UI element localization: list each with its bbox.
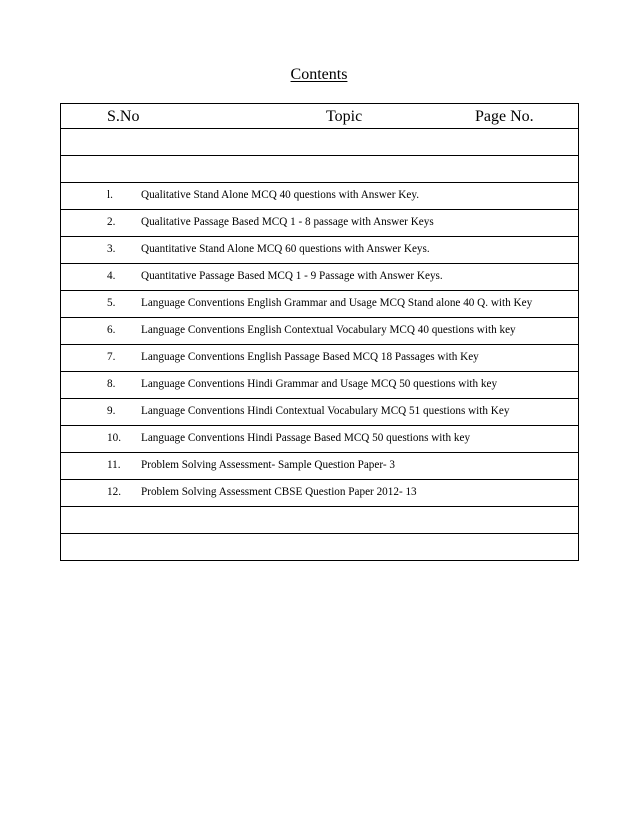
column-header-sno: S.No <box>107 108 140 125</box>
column-header-topic: Topic <box>326 108 363 125</box>
table-row <box>61 264 578 291</box>
row-number: l. <box>107 189 113 201</box>
row-topic: Quantitative Passage Based MCQ 1 - 9 Passage with Answer Keys. <box>141 270 443 282</box>
row-number: 6. <box>107 324 116 336</box>
table-row <box>61 237 578 264</box>
contents-table <box>60 103 579 561</box>
row-number: 10. <box>107 432 121 444</box>
row-number: 5. <box>107 297 116 309</box>
table-row <box>61 291 578 318</box>
row-topic: Problem Solving Assessment CBSE Question Paper 2012- 13 <box>141 486 417 498</box>
table-row <box>61 372 578 399</box>
row-number: 7. <box>107 351 116 363</box>
row-number: 12. <box>107 486 121 498</box>
table-header <box>61 104 578 129</box>
table-row <box>61 453 578 480</box>
table-row <box>61 129 578 156</box>
table-row <box>61 507 578 534</box>
row-number: 11. <box>107 459 121 471</box>
row-number: 4. <box>107 270 116 282</box>
row-topic: Problem Solving Assessment- Sample Question Paper- 3 <box>141 459 395 471</box>
table-row <box>61 534 578 560</box>
row-number: 8. <box>107 378 116 390</box>
row-topic: Language Conventions Hindi Passage Based MCQ 50 questions with key <box>141 432 471 444</box>
row-topic: Language Conventions English Grammar and Usage MCQ Stand alone 40 Q. with Key <box>141 297 533 309</box>
row-topic: Qualitative Stand Alone MCQ 40 questions with Answer Key. <box>141 189 420 201</box>
row-topic: Language Conventions Hindi Grammar and Usage MCQ 50 questions with key <box>141 378 498 390</box>
page-title: Contents <box>290 66 348 83</box>
table-row <box>61 426 578 453</box>
row-number: 3. <box>107 243 116 255</box>
table-row <box>61 210 578 237</box>
row-topic: Qualitative Passage Based MCQ 1 - 8 passage with Answer Keys <box>141 216 434 228</box>
table-row <box>61 399 578 426</box>
row-topic: Language Conventions English Passage Based MCQ 18 Passages with Key <box>141 351 479 363</box>
row-topic: Quantitative Stand Alone MCQ 60 questions with Answer Keys. <box>141 243 430 255</box>
table-row <box>61 183 578 210</box>
row-topic: Language Conventions English Contextual Vocabulary MCQ 40 questions with key <box>141 324 516 336</box>
table-row <box>61 156 578 183</box>
row-topic: Language Conventions Hindi Contextual Vocabulary MCQ 51 questions with Key <box>141 405 510 417</box>
column-header-page: Page No. <box>475 108 534 125</box>
table-row <box>61 345 578 372</box>
table-row <box>61 480 578 507</box>
row-number: 9. <box>107 405 116 417</box>
row-number: 2. <box>107 216 116 228</box>
table-row <box>61 318 578 345</box>
